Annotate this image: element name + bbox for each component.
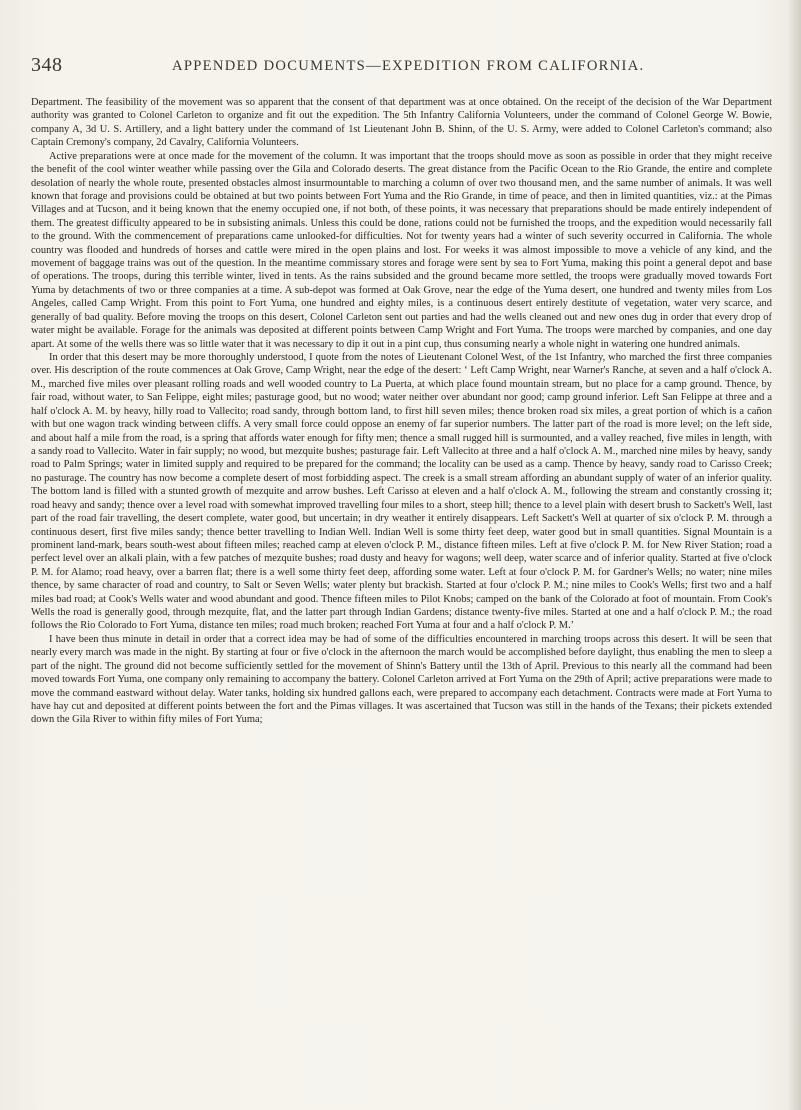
body-text (31, 96, 772, 727)
paragraph: Department. The feasibility of the movement was so apparent that the consent of that department was at once obtained. On the receipt of the decision of the War Department authority was granted to Colonel Carleton to organize and fit out the expedition. The 5th Infantry California Volunteers, under the command of Colonel George W. Bowie, company A, 3d U. S. Artillery, and a light battery under the command of 1st Lieutenant John B. Shinn, of the U. S. Army, were added to Colonel Carleton's command; also Captain Cremony's company, 2d Cavalry, California Volunteers. (31, 97, 772, 149)
paragraph: In order that this desert may be more thoroughly understood, I quote from the notes of Lieutenant Colonel West, of the 1st Infantry, who marched the first three companies over. His description of the route commences at Oak Grove, Camp Wright, near the edge of the desert: ‘ Left Camp Wright, near Warner's Ranche, at seven and a half o'clock A. M., marched five miles over pleasant rolling roads and well wooded country to La Puerta, at which place found mountain stream, but no place for a camp ground. Thence, by fair road, without water, to San Felippe, eight miles; pasturage good, but no wood; water neither over abundant nor good; camp ground inferior. Left San Felippe at three and a half o'clock A. M. by heavy, hilly road to Vallecito; road sandy, through bottom land, to first hill seven miles; thence broken road six miles, a great portion of which is a cañon with but one wagon track winding between cliffs. A very small force could oppose an enemy of far superior numbers. The latter part of the road is more level; on the left side, and about half a mile from the road, is a spring that affords water enough for fifty men; thence a small rugged hill is surmounted, and a valley reached, five miles in length, with a sandy road to Vallecito. Water in fair supply; no wood, but mezquite bushes; pasturage fair. Left Vallecito at three and a half o'clock A. M., marched nine miles by heavy, sandy road to Palm Springs; water in limited supply and required to be prepared for the command; the locality can be used as a camp. Thence by heavy, sandy road to Carisso Creek; no pasturage. The country has now become a complete desert of most forbidding aspect. The creek is a small stream affording an abundant supply of water of an inferior quality. The bottom land is filled with a stunted growth of mezquite and arrow bushes. Left Carisso at eleven and a half o'clock A. M., following the stream and constantly crossing it; road heavy and sandy; thence over a level road with somewhat improved travelling four miles to a short, steep hill; thence to a level plain with desert brush to Sackett's Well, last part of the road fair travelling, the desert complete, water good, but uncertain; in dry weather it entirely disappears. Left Sackett's Well at quarter of six o'clock P. M. through a continuous desert, first five miles sandy; thence better travelling to Indian Well. Indian Well is some thirty feet deep, water good but in small quantities. Signal Mountain is a prominent land-mark, bears south-west about fifteen miles; reached camp at eleven o'clock P. M., distance fifteen miles. Left at five o'clock P. M. for New River Station; road a perfect level over an alkali plain, with a few patches of mezquite bushes; road dusty and heavy for wagons; well deep, water scarce and of inferior quality. Started at five o'clock P. M. for Alamo; road heavy, over a barren flat; there is a well some thirty feet deep, affording some water. Left at four o'clock P. M. for Gardner's Wells; no water; nine miles thence, by same character of road and country, to Salt or Seven Wells; water plenty but brackish. Started at four o'clock P. M.; nine miles to Cook's Wells; first two and a half miles bad road; at Cook's Wells water and wood abundant and good. Thence fifteen miles to Pilot Knobs; camped on the bank of the Colorado at foot of mountain. From Cook's Wells the road is generally good, through mezquite, flat, and the latter part through Indian Gardens; distance twenty-five miles. Started at one and a half o'clock P. M.; the road follows the Rio Colorado to Fort Yuma, distance ten miles; road much broken; reached Fort Yuma at four and a half o'clock P. M.’ (31, 352, 772, 632)
page-edge-shadow (787, 0, 801, 1110)
page-number: 348 (31, 54, 63, 76)
running-header (31, 54, 771, 80)
running-title: APPENDED DOCUMENTS—EXPEDITION FROM CALIFORNIA. (172, 58, 645, 74)
paragraph: Active preparations were at once made for the movement of the column. It was important that the troops should move as soon as possible in order that they might receive the benefit of the cool winter weather while passing over the Gila and Colorado deserts. The great distance from the Pacific Ocean to the Rio Grande, the entire and complete desolation of nearly the whole route, presented obstacles almost insurmountable to marching a column of over two thousand men, and the same number of animals. It was well known that forage and provisions could be obtained at but two points between Fort Yuma and the Rio Grande, in time of peace, and then in limited quantities, viz.: at the Pimas Villages and at Tucson, and it being known that the enemy occupied one, if not both, of these points, it was necessary that preparations should be made entirely independent of them. The greatest difficulty appeared to be in subsisting animals. Unless this could be done, rations could not be furnished the troops, and the expedition would necessarily fall to the ground. With the commencement of preparations came unlooked-for difficulties. Not for twenty years had a winter of such severity occurred in California. The whole country was flooded and hundreds of horses and cattle were mired in the open plains and lost. For weeks it was almost impossible to move a vehicle of any kind, and the movement of baggage trains was out of the question. In the meantime commissary stores and forage were sent by sea to Fort Yuma, making this point a general depot and base of operations. The troops, during this terrible winter, lived in tents. As the rains subsided and the ground became more settled, the troops were gradually moved towards Fort Yuma by detachments of two or three companies at a time. A sub-depot was formed at Oak Grove, near the edge of the Yuma desert, one hundred and twenty miles from Los Angeles, called Camp Wright. From this point to Fort Yuma, one hundred and eighty miles, is a continuous desert entirely destitute of vegetation, water very scarce, and generally of bad quality. Before moving the troops on this desert, Colonel Carleton sent out parties and had the wells cleaned out and new ones dug in order that every drop of water might be available. Forage for the animals was deposited at different points between Camp Wright and Fort Yuma. The troops were marched by companies, and one day apart. At some of the wells there was so little water that it was necessary to dip it out in a pint cup, thus consuming nearly a whole night in watering one hundred animals. (31, 150, 772, 350)
paragraph: I have been thus minute in detail in order that a correct idea may be had of some of the difficulties encountered in marching troops across this desert. It will be seen that nearly every march was made in the night. By starting at four or five o'clock in the afternoon the march would be accomplished before daylight, thus enabling the men to sleep a part of the night. The ground did not become sufficiently settled for the movement of Shinn's Battery until the 13th of April. Previous to this nearly all the command had been moved towards Fort Yuma, one company only remaining to accompany the battery. Colonel Carleton arrived at Fort Yuma on the 29th of April; active preparations were made to move the command eastward without delay. Water tanks, holding six hundred gallons each, were prepared to accompany each detachment. Contracts were made at Fort Yuma to have hay cut and deposited at different points between the fort and the Pimas villages. It was ascertained that Tucson was still in the hands of the Texans; their pickets extended down the Gila River to within fifty miles of Fort Yuma; (31, 633, 772, 726)
